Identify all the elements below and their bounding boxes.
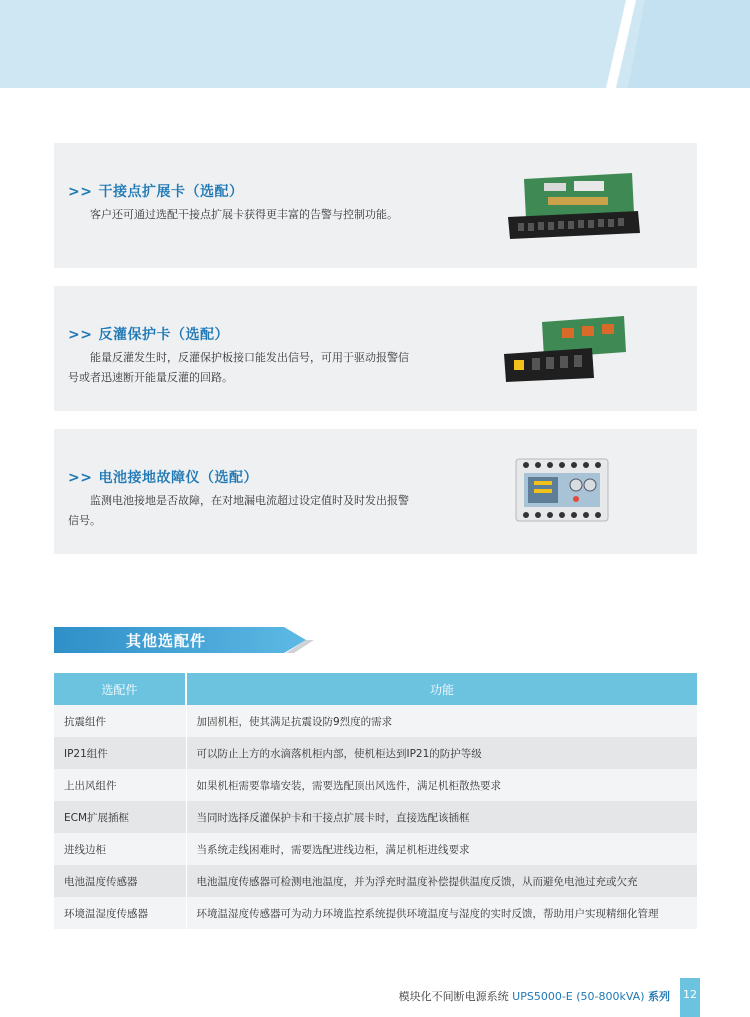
option-name-cell: ECM扩展插框 <box>54 801 186 833</box>
card-title <box>68 467 258 487</box>
table-row <box>54 769 697 801</box>
table-row <box>54 833 697 865</box>
card-title <box>68 324 229 344</box>
arrow-marker: >> <box>68 184 93 200</box>
option-name-cell: 抗震组件 <box>54 705 186 737</box>
card-title-text: 电池接地故障仪（选配） <box>98 470 258 486</box>
table-header-row <box>54 673 697 705</box>
feature-card-battery-ground-fault <box>54 429 697 554</box>
option-name-cell: 上出风组件 <box>54 769 186 801</box>
option-name-cell: IP21组件 <box>54 737 186 769</box>
card-title <box>68 181 243 201</box>
arrow-marker: >> <box>68 327 93 343</box>
section-title: 其他选配件 <box>126 632 207 650</box>
dry-contact-card-image <box>504 173 644 243</box>
card-title-text: 反灌保护卡（选配） <box>98 327 229 343</box>
column-header-option: 选配件 <box>54 673 186 705</box>
table-row <box>54 897 697 929</box>
footer-model: UPS5000-E (50-800kVA) <box>512 990 645 1003</box>
backfeed-protection-card-image <box>502 316 632 386</box>
option-name-cell: 环境温湿度传感器 <box>54 897 186 929</box>
arrow-marker: >> <box>68 470 93 486</box>
feature-card-dry-contact <box>54 143 697 268</box>
footer-product-line <box>399 988 670 1004</box>
card-description: 监测电池接地是否故障，在对地漏电流超过设定值时及时发出报警信号。 <box>68 494 409 527</box>
option-function-cell: 电池温度传感器可检测电池温度，并为浮充时温度补偿提供温度反馈，从而避免电池过充或欠充 <box>186 865 697 897</box>
option-function-cell: 当系统走线困难时，需要选配进线边柜，满足机柜进线要求 <box>186 833 697 865</box>
table-row <box>54 801 697 833</box>
option-function-cell: 可以防止上方的水滴落机柜内部，使机柜达到IP21的防护等级 <box>186 737 697 769</box>
section-heading-other-options <box>54 627 314 653</box>
option-name-cell: 进线边柜 <box>54 833 186 865</box>
feature-card-backfeed-protection <box>54 286 697 411</box>
table-row <box>54 737 697 769</box>
options-table <box>54 673 697 929</box>
table-row <box>54 865 697 897</box>
card-description: 能量反灌发生时，反灌保护板接口能发出信号，可用于驱动报警信号或者迅速断开能量反灌的回路。 <box>68 351 409 384</box>
header-band <box>0 0 750 88</box>
option-function-cell: 加固机柜，使其满足抗震设防9烈度的需求 <box>186 705 697 737</box>
option-name-cell: 电池温度传感器 <box>54 865 186 897</box>
footer-product-name: 模块化不间断电源系统 <box>398 990 509 1003</box>
card-title-text: 干接点扩展卡（选配） <box>98 184 244 200</box>
table-row <box>54 705 697 737</box>
column-header-function: 功能 <box>186 673 697 705</box>
card-description: 客户还可通过选配干接点扩展卡获得更丰富的告警与控制功能。 <box>90 208 398 221</box>
option-function-cell: 环境温湿度传感器可为动力环境监控系统提供环境温度与湿度的实时反馈，帮助用户实现精细化管理 <box>186 897 697 929</box>
battery-ground-fault-detector-image <box>512 455 612 529</box>
page-number: 12 <box>680 978 700 1017</box>
option-function-cell: 如果机柜需要靠墙安装，需要选配顶出风选件，满足机柜散热要求 <box>186 769 697 801</box>
footer-series: 系列 <box>648 990 670 1003</box>
option-function-cell: 当同时选择反灌保护卡和干接点扩展卡时，直接选配该插框 <box>186 801 697 833</box>
